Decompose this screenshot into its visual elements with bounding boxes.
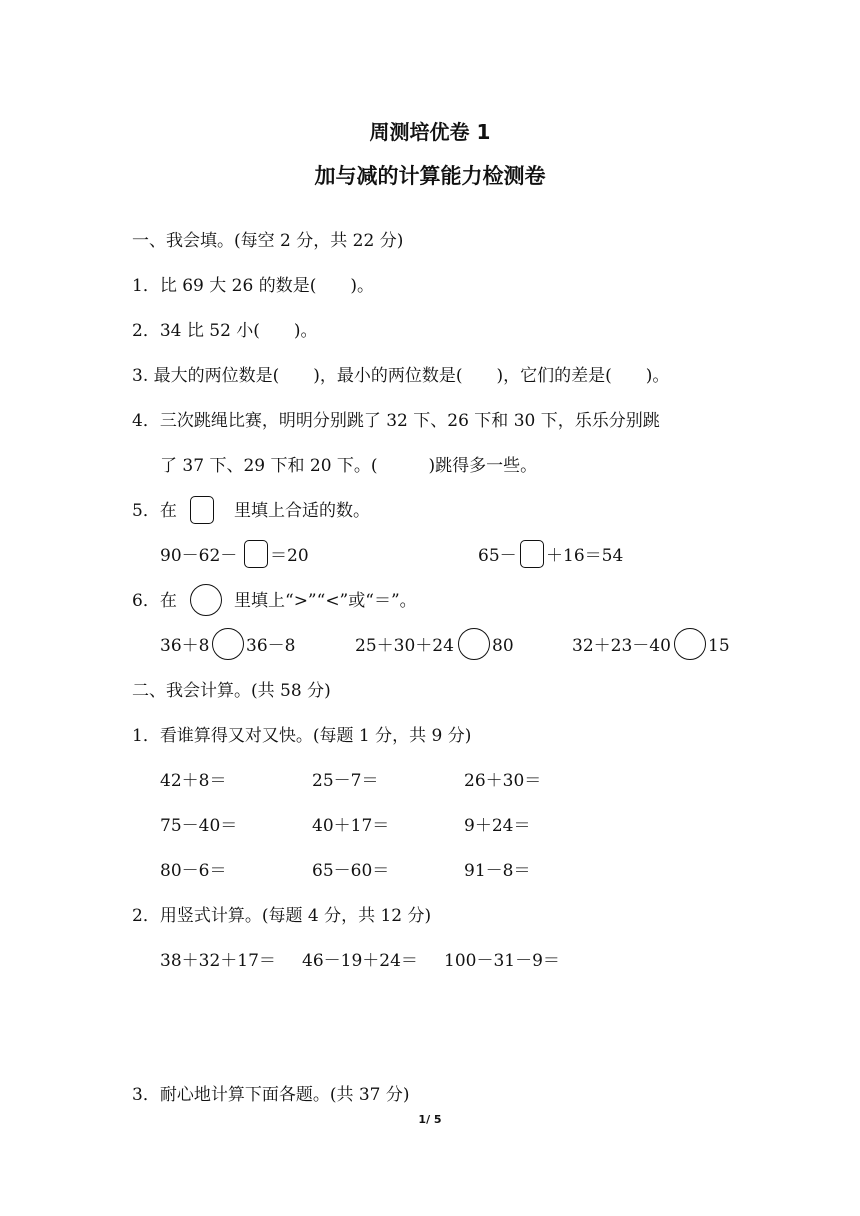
section2-heading: 二、我会计算。(共 58 分)	[132, 681, 331, 701]
answer-box-icon	[190, 496, 214, 524]
calc-item: 42＋8＝	[160, 771, 227, 791]
q6-c2-left: 25＋30＋24	[355, 636, 454, 656]
calc-item: 9＋24＝	[464, 816, 531, 836]
question-2-3: 3．耐心地计算下面各题。(共 37 分)	[132, 1085, 410, 1105]
page-subtitle: 加与减的计算能力检测卷	[314, 164, 546, 188]
compare-circle[interactable]	[674, 628, 706, 660]
section1-heading: 一、我会填。(每空 2 分，共 22 分)	[132, 231, 404, 251]
q6-c3-right: 15	[708, 636, 730, 656]
page-number: 1/ 5	[418, 1113, 442, 1126]
answer-box[interactable]	[520, 540, 544, 568]
question-1-6-suffix: 里填上“>”“<”或“＝”。	[234, 591, 417, 611]
question-1-6-prefix: 6．在	[132, 591, 177, 611]
q6-c1-left: 36＋8	[160, 636, 210, 656]
calc-item: 25－7＝	[312, 771, 379, 791]
calc-item: 26＋30＝	[464, 771, 542, 791]
calc-item: 80－6＝	[160, 861, 227, 881]
vertical-calc-item: 100－31－9＝	[444, 951, 560, 971]
question-2-2: 2．用竖式计算。(每题 4 分，共 12 分)	[132, 906, 432, 926]
page-title: 周测培优卷 1	[369, 120, 491, 144]
calc-item: 65－60＝	[312, 861, 390, 881]
q6-c3-left: 32＋23－40	[572, 636, 671, 656]
vertical-calc-item: 46－19＋24＝	[302, 951, 418, 971]
q5-eq1-right: ＝20	[270, 546, 309, 566]
compare-circle-icon	[190, 584, 222, 616]
question-1-1: 1．比 69 大 26 的数是( )。	[132, 276, 374, 296]
question-1-5-suffix: 里填上合适的数。	[234, 501, 370, 521]
calc-item: 91－8＝	[464, 861, 531, 881]
calc-item: 75－40＝	[160, 816, 238, 836]
question-1-4-line2: 了 37 下、29 下和 20 下。( )跳得多一些。	[160, 456, 538, 476]
vertical-calc-item: 38＋32＋17＝	[160, 951, 276, 971]
q5-eq2-left: 65－	[478, 546, 517, 566]
question-2-1: 1．看谁算得又对又快。(每题 1 分，共 9 分)	[132, 726, 472, 746]
q5-eq2-right: ＋16＝54	[546, 546, 624, 566]
q5-eq1-left: 90－62－	[160, 546, 238, 566]
answer-box[interactable]	[244, 540, 268, 568]
compare-circle[interactable]	[212, 628, 244, 660]
q6-c1-right: 36－8	[246, 636, 296, 656]
question-1-5-prefix: 5．在	[132, 501, 177, 521]
question-1-3: 3. 最大的两位数是( )，最小的两位数是( )，它们的差是( )。	[132, 366, 670, 386]
q6-c2-right: 80	[492, 636, 514, 656]
calc-item: 40＋17＝	[312, 816, 390, 836]
question-1-4-line1: 4．三次跳绳比赛，明明分别跳了 32 下、26 下和 30 下，乐乐分别跳	[132, 411, 660, 431]
compare-circle[interactable]	[458, 628, 490, 660]
question-1-2: 2．34 比 52 小( )。	[132, 321, 318, 341]
